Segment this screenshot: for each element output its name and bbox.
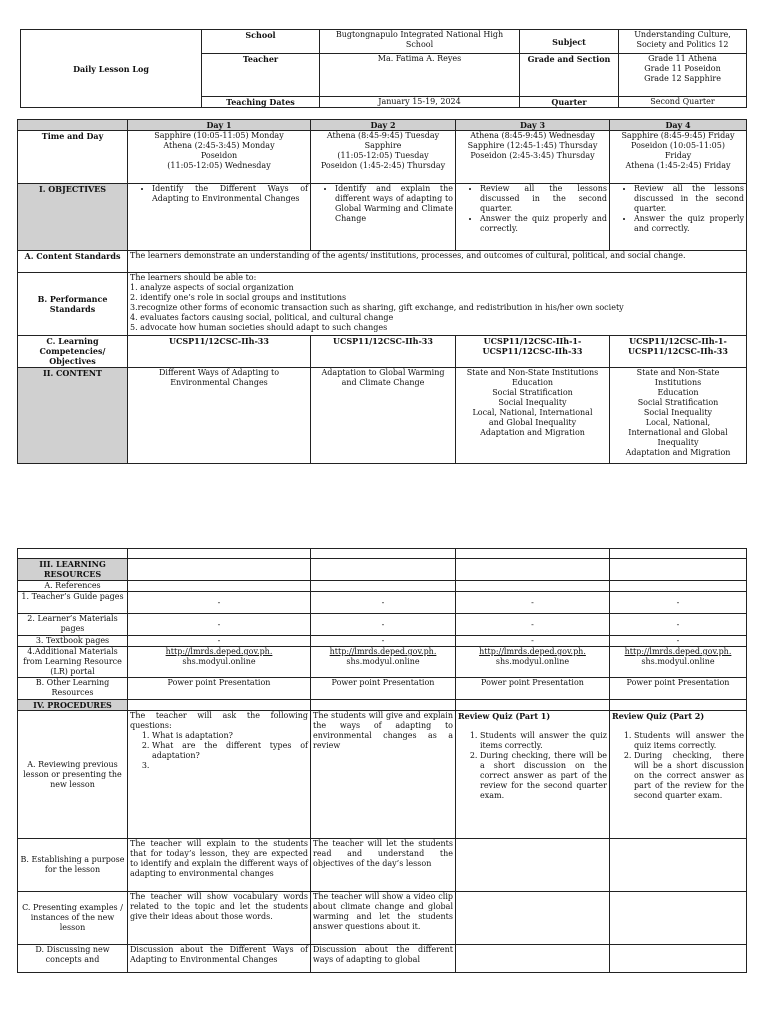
procedure-d-day-4 (610, 945, 747, 973)
content-line: Social Stratification (492, 388, 573, 397)
procedure-b-day-1: The teacher will explain to the students that for today’s lesson, they are expected to identify and explain the different ways of adapting to environmental changes (128, 839, 311, 892)
tb-day-2: - (311, 636, 456, 647)
standard-line: The learners should be able to: (130, 273, 257, 282)
question-item: 2. What are the different types of adaptation? (152, 741, 308, 761)
day-header-3: Day 3 (456, 120, 610, 131)
content-day-3 (456, 368, 610, 464)
dll-title: Daily Lesson Log (21, 30, 202, 108)
content-line: Social Inequality (498, 398, 567, 407)
objective-item: • Answer the quiz properly and correctly. (634, 214, 744, 234)
quiz-title: Review Quiz (Part 2) (612, 711, 705, 721)
standard-line: 4. evaluates factors causing social, political, and cultural change (130, 313, 394, 322)
content-line: Adaptation and Migration (480, 428, 585, 437)
schedule-line: Poseidon (1:45-2:45) Thursday (320, 161, 446, 170)
blank-cell (128, 581, 311, 592)
blank-cell (18, 549, 128, 559)
content-day-2 (311, 368, 456, 464)
lm-day-1: - (128, 614, 311, 636)
tb-day-3: - (456, 636, 610, 647)
quiz-step: 2. During checking, there will be a short discussion on the correct answer as part of the review for the second quarter exam. (634, 751, 744, 801)
content-line: and Climate Change (341, 378, 425, 387)
tb-day-1: - (128, 636, 311, 647)
tg-day-3: - (456, 592, 610, 614)
school-value: Bugtongnapulo Integrated National High School (320, 30, 520, 54)
blank-cell (311, 581, 456, 592)
other-day-3: Power point Presentation (456, 678, 610, 700)
lm-day-3: - (456, 614, 610, 636)
blank-cell (311, 559, 456, 581)
blank-cell (456, 559, 610, 581)
procedure-b-day-3 (456, 839, 610, 892)
lesson-table-1 (17, 119, 747, 464)
standard-line: 1. analyze aspects of social organization (130, 283, 294, 292)
modyul-link[interactable]: shs.modyul.online (495, 657, 570, 666)
content-line: Institutions (654, 378, 702, 387)
procedure-c-day-4 (610, 892, 747, 945)
teachers-guide-label: 1. Teacher’s Guide pages (18, 592, 128, 614)
schedule-line: Athena (2:45-3:45) Monday (163, 141, 275, 150)
schedule-line: Poseidon (10:05-11:05) (631, 141, 725, 150)
blank-cell (311, 700, 456, 711)
competency-day-2: UCSP11/12CSC-IIh-33 (311, 336, 456, 368)
time-day-1 (128, 131, 311, 184)
lr-day-2 (311, 647, 456, 678)
quiz-title: Review Quiz (Part 1) (458, 711, 551, 721)
modyul-link[interactable]: shs.modyul.online (346, 657, 420, 666)
textbook-label: 3. Textbook pages (18, 636, 128, 647)
blank-cell (610, 700, 747, 711)
content-line: Education (511, 378, 554, 387)
modyul-link[interactable]: shs.modyul.online (641, 657, 715, 666)
grade-line: Grade 11 Poseidon (644, 64, 721, 73)
procedure-d-day-2: Discussion about the different ways of adapting to global (311, 945, 456, 973)
day-header-2: Day 2 (311, 120, 456, 131)
procedure-c-day-3 (456, 892, 610, 945)
time-day-label: Time and Day (18, 131, 128, 184)
content-line: State and Non-State Institutions (466, 368, 599, 377)
content-line: International and Global (628, 428, 728, 437)
schedule-line: (11:05-12:05) Wednesday (167, 161, 271, 170)
other-day-2: Power point Presentation (311, 678, 456, 700)
teacher-label: Teacher (202, 54, 320, 97)
competency-code: UCSP11/12CSC-IIh-1- (629, 336, 727, 346)
procedure-b-label: B. Establishing a purpose for the lesson (18, 839, 128, 892)
content-line: Adaptation and Migration (625, 448, 731, 457)
lm-day-2: - (311, 614, 456, 636)
content-line: Different Ways of Adapting to (158, 368, 280, 377)
lr-day-3 (456, 647, 610, 678)
standard-line: 2. identify one’s role in social groups and institutions (130, 293, 347, 302)
content-line: Adaptation to Global Warming (321, 368, 445, 377)
objective-item: • Review all the lessons discussed in the second quarter. (480, 184, 607, 214)
schedule-line: Sapphire (364, 141, 402, 150)
schedule-line: Sapphire (12:45-1:45) Thursday (467, 141, 598, 150)
performance-standards-text (128, 273, 747, 336)
dates-value: January 15-19, 2024 (320, 97, 520, 108)
procedure-a-day-3 (456, 711, 610, 839)
objective-item: • Answer the quiz properly and correctly. (480, 214, 607, 234)
content-line: Local, National, (645, 418, 711, 427)
lr-portal-link[interactable]: http://lmrds.deped.gov.ph. (624, 647, 732, 656)
procedure-c-day-1: The teacher will show vocabulary words related to the topic and let the students give their ideas about those words. (128, 892, 311, 945)
procedure-d-day-3 (456, 945, 610, 973)
blank-cell (610, 559, 747, 581)
objectives-label: I. OBJECTIVES (18, 184, 128, 251)
objectives-day-4 (610, 184, 747, 251)
lr-portal-link[interactable]: http://lmrds.deped.gov.ph. (479, 647, 586, 656)
schedule-line: Sapphire (10:05-11:05) Monday (154, 131, 284, 140)
question-item: 1. What is adaptation? (152, 731, 308, 741)
schedule-line: Poseidon (2:45-3:45) Thursday (470, 151, 595, 160)
tg-day-1: - (128, 592, 311, 614)
content-standards-label: A. Content Standards (18, 251, 128, 273)
lesson-table-2 (17, 548, 747, 973)
references-label: A. References (18, 581, 128, 592)
schedule-line: Friday (664, 151, 692, 160)
time-day-4 (610, 131, 747, 184)
content-line: Environmental Changes (170, 378, 268, 387)
lr-day-1 (128, 647, 311, 678)
subject-label: Subject (520, 30, 619, 54)
objective-item: • Identify and explain the different ways of adapting to Global Warming and Climate Change (335, 184, 453, 224)
content-line: State and Non-State (636, 368, 720, 377)
objectives-day-3 (456, 184, 610, 251)
day-header-1: Day 1 (128, 120, 311, 131)
procedure-c-label: C. Presenting examples / instances of the new lesson (18, 892, 128, 945)
content-line: Inequality (657, 438, 699, 447)
blank-cell (456, 581, 610, 592)
competency-code: UCSP11/12CSC-IIh-1- (483, 336, 582, 346)
procedure-a-label: A. Reviewing previous lesson or presenting the new lesson (18, 711, 128, 839)
learners-materials-label: 2. Learner’s Materials pages (18, 614, 128, 636)
other-day-1: Power point Presentation (128, 678, 311, 700)
procedure-a-day-1 (128, 711, 311, 839)
procedure-b-day-4 (610, 839, 747, 892)
schedule-line: Athena (8:45-9:45) Wednesday (470, 131, 595, 140)
teacher-value: Ma. Fatima A. Reyes (320, 54, 520, 97)
performance-standards-label: B. Performance Standards (18, 273, 128, 336)
procedure-c-day-2: The teacher will show a video clip about climate change and global warming and let the students answer questions about it. (311, 892, 456, 945)
competency-day-3 (456, 336, 610, 368)
other-day-4: Power point Presentation (610, 678, 747, 700)
competency-day-4 (610, 336, 747, 368)
blank-cell (128, 549, 311, 559)
lr-portal-label: 4.Additional Materials from Learning Resource (LR) portal (18, 647, 128, 678)
blank-cell (456, 700, 610, 711)
lr-portal-link[interactable]: http://lmrds.deped.gov.ph. (329, 647, 437, 656)
blank-cell (456, 549, 610, 559)
blank-cell (311, 549, 456, 559)
competencies-label: C. Learning Competencies/ Objectives (18, 336, 128, 368)
lr-day-4 (610, 647, 747, 678)
grade-values (619, 54, 747, 97)
quiz-step: 1. Students will answer the quiz items correctly. (634, 731, 744, 751)
content-standards-text: The learners demonstrate an understanding of the agents/ institutions, processes, and outcomes of cultural, political, and social change. (128, 251, 747, 273)
grade-line: Grade 12 Sapphire (644, 74, 721, 83)
standard-line: 5. advocate how human societies should adapt to such changes (130, 323, 388, 332)
header-table (20, 29, 747, 108)
other-resources-label: B. Other Learning Resources (18, 678, 128, 700)
procedure-d-label: D. Discussing new concepts and (18, 945, 128, 973)
content-line: Social Stratification (637, 398, 719, 407)
tb-day-4: - (610, 636, 747, 647)
quarter-label: Quarter (520, 97, 619, 108)
schedule-line: Poseidon (200, 151, 238, 160)
content-line: Local, National, International (472, 408, 593, 417)
procedure-text: The teacher will ask the following questions: (130, 711, 308, 730)
grade-label: Grade and Section (520, 54, 619, 97)
procedure-a-day-4 (610, 711, 747, 839)
quarter-value: Second Quarter (619, 97, 747, 108)
time-day-3 (456, 131, 610, 184)
school-label: School (202, 30, 320, 54)
subject-value: Understanding Culture, Society and Politics 12 (619, 30, 747, 54)
blank-cell (610, 581, 747, 592)
tg-day-4: - (610, 592, 747, 614)
objective-item: • Review all the lessons discussed in the second quarter. (634, 184, 744, 214)
dates-label: Teaching Dates (202, 97, 320, 108)
blank-cell (128, 700, 311, 711)
competency-code: UCSP11/12CSC-IIh-33 (628, 346, 728, 356)
content-day-1 (128, 368, 311, 464)
lm-day-4: - (610, 614, 747, 636)
time-day-2 (311, 131, 456, 184)
competency-code: UCSP11/12CSC-IIh-33 (482, 346, 583, 356)
grade-line: Grade 11 Athena (648, 54, 717, 63)
content-day-4 (610, 368, 747, 464)
tg-day-2: - (311, 592, 456, 614)
content-label: II. CONTENT (18, 368, 128, 464)
competency-day-1: UCSP11/12CSC-IIh-33 (128, 336, 311, 368)
schedule-line: (11:05-12:05) Tuesday (337, 151, 429, 160)
question-item (152, 761, 308, 771)
standard-line: 3.recognize other forms of economic transaction such as sharing, gift exchange, and redistribution in his/her own society (130, 303, 624, 312)
procedure-b-day-2: The teacher will let the students read and understand the objectives of the day’s lesson (311, 839, 456, 892)
day-header-4: Day 4 (610, 120, 747, 131)
blank-cell (610, 549, 747, 559)
content-line: and Global Inequality (488, 418, 577, 427)
procedures-label: IV. PROCEDURES (18, 700, 128, 711)
blank-cell (128, 559, 311, 581)
schedule-line: Sapphire (8:45-9:45) Friday (621, 131, 735, 140)
resources-label: III. LEARNING RESOURCES (18, 559, 128, 581)
schedule-line: Athena (1:45-2:45) Friday (625, 161, 731, 170)
content-line: Social Inequality (643, 408, 713, 417)
quiz-step: 1. Students will answer the quiz items correctly. (480, 731, 607, 751)
corner-cell (18, 120, 128, 131)
lr-portal-link[interactable]: http://lmrds.deped.gov.ph. (165, 647, 273, 656)
modyul-link[interactable]: shs.modyul.online (182, 657, 256, 666)
content-line: Education (657, 388, 699, 397)
objectives-day-1 (128, 184, 311, 251)
objective-item: • Identify the Different Ways of Adapting to Environmental Changes (152, 184, 308, 204)
objectives-day-2 (311, 184, 456, 251)
schedule-line: Athena (8:45-9:45) Tuesday (326, 131, 440, 140)
procedure-a-day-2: The students will give and explain the ways of adapting to environmental changes as a review (311, 711, 456, 839)
procedure-d-day-1: Discussion about the Different Ways of Adapting to Environmental Changes (128, 945, 311, 973)
quiz-step: 2. During checking, there will be a short discussion on the correct answer as part of the review for the second quarter exam. (480, 751, 607, 801)
